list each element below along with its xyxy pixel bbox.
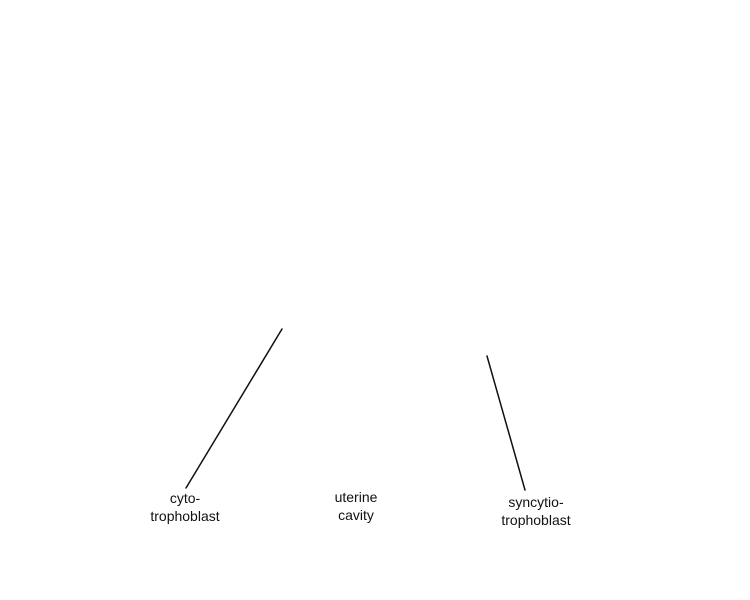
syncytiotrophoblast-label [486,493,586,529]
syncytiotrophoblast-label-line2: trophoblast [501,512,571,528]
uterine-cavity-label-line2: cavity [338,507,374,523]
uterine-cavity-label-line1: uterine [334,489,378,505]
cytotrophoblast-leader-line [186,329,282,488]
cytotrophoblast-label-line1: cyto- [169,490,201,506]
cytotrophoblast-label [135,489,235,525]
uterine-cavity-label [306,488,406,524]
syncytiotrophoblast-label-line1: syncytio- [508,494,564,510]
syncytiotrophoblast-leader-line [487,356,525,490]
cytotrophoblast-label-line2: trophoblast [150,508,220,524]
